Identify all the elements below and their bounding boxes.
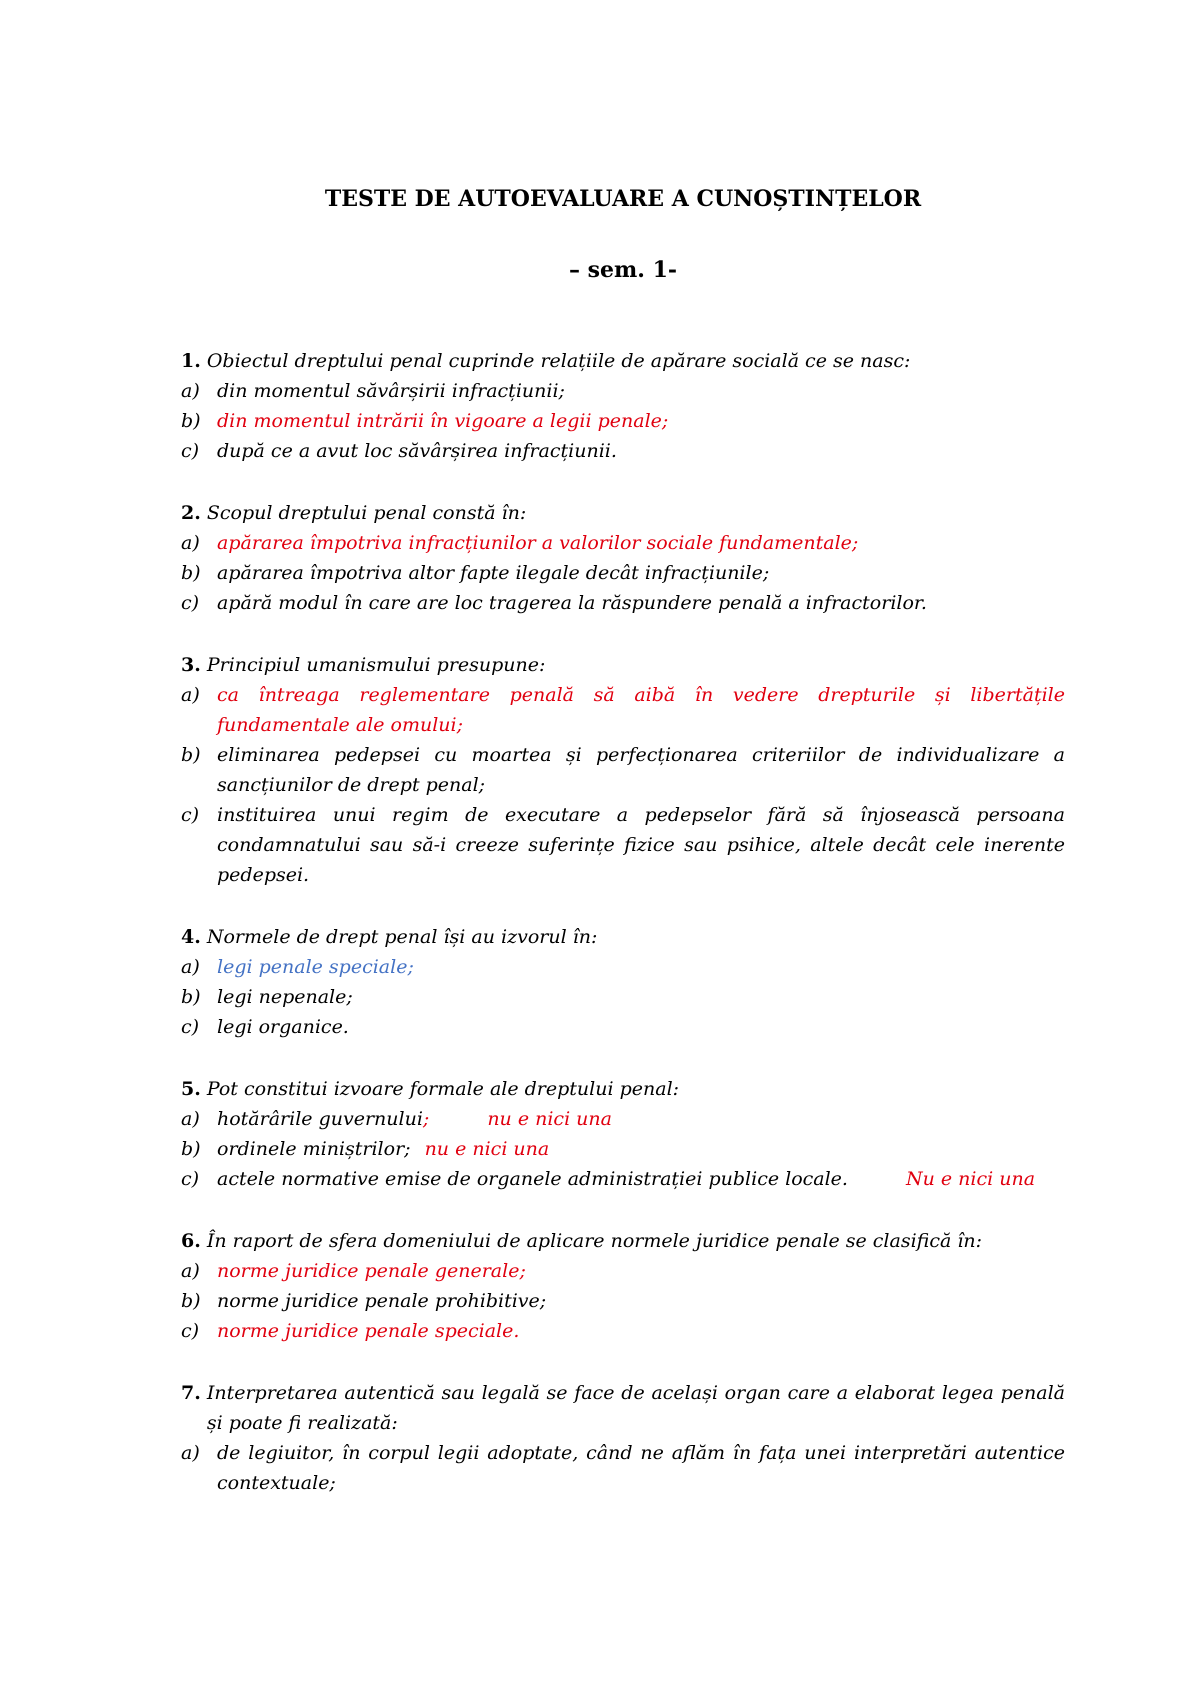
- answer-note: nu e nici una: [487, 1108, 612, 1130]
- question-4: [181, 922, 1065, 1042]
- question-number: 4.: [181, 926, 201, 948]
- question-number: 1.: [181, 350, 201, 372]
- option-c: [181, 1164, 1065, 1194]
- option-text: [217, 1164, 1065, 1194]
- option-letter: a): [181, 380, 200, 402]
- answer-note: nu e nici una: [424, 1138, 550, 1160]
- option-text-main: ordinele miniștrilor;: [217, 1138, 411, 1160]
- question-1-prompt: [181, 346, 1065, 376]
- option-letter: a): [181, 1442, 200, 1464]
- option-text-highlighted: legi penale speciale;: [217, 956, 414, 978]
- option-b: [181, 558, 1065, 588]
- question-5-prompt: [181, 1074, 1065, 1104]
- option-letter: a): [181, 1260, 200, 1282]
- option-c: [181, 800, 1065, 890]
- question-text: Scopul dreptului penal constă în:: [206, 502, 527, 524]
- option-text: legi organice.: [217, 1016, 349, 1038]
- option-letter: c): [181, 1320, 200, 1342]
- option-text: legi nepenale;: [217, 986, 353, 1008]
- option-text-highlighted: din momentul intrării în vigoare a legii penale;: [217, 410, 669, 432]
- option-letter: a): [181, 532, 200, 554]
- option-letter: c): [181, 592, 200, 614]
- option-a: [181, 952, 1065, 982]
- question-number: 7.: [181, 1382, 201, 1404]
- option-letter: a): [181, 684, 200, 706]
- option-text: eliminarea pedepsei cu moartea și perfecționarea criteriilor de individualizare a sancțiunilor de drept penal;: [217, 744, 1065, 796]
- option-text-main: hotărârile guvernului: [217, 1108, 423, 1130]
- option-text: apărarea împotriva altor fapte ilegale decât infracțiunile;: [217, 562, 770, 584]
- option-text: după ce a avut loc săvârșirea infracțiunii.: [217, 440, 617, 462]
- option-text: instituirea unui regim de executare a pedepselor fără să înjosească persoana condamnatului sau să-i creeze suferințe fizice sau psihice, altele decât cele inerente pedepsei.: [217, 804, 1065, 886]
- option-b: [181, 982, 1065, 1012]
- option-text: din momentul săvârșirii infracțiunii;: [217, 380, 565, 402]
- question-6: [181, 1226, 1065, 1346]
- question-2: [181, 498, 1065, 618]
- option-text: apără modul în care are loc tragerea la răspundere penală a infractorilor.: [217, 592, 927, 614]
- option-letter: c): [181, 1016, 200, 1038]
- question-number: 3.: [181, 654, 201, 676]
- option-letter: c): [181, 440, 200, 462]
- option-a: [181, 376, 1065, 406]
- option-a: [181, 1256, 1065, 1286]
- question-text: Obiectul dreptului penal cuprinde relațiile de apărare socială ce se nasc:: [206, 350, 911, 372]
- question-text: În raport de sfera domeniului de aplicare normele juridice penale se clasifică în:: [206, 1230, 983, 1252]
- option-letter: b): [181, 1290, 201, 1312]
- question-number: 2.: [181, 502, 201, 524]
- answer-note: Nu e nici una: [905, 1168, 1036, 1190]
- option-b: [181, 1134, 1065, 1164]
- question-7: [181, 1378, 1065, 1498]
- option-b: [181, 740, 1065, 800]
- option-letter: c): [181, 1168, 200, 1190]
- question-3-prompt: [181, 650, 1065, 680]
- option-text-highlighted: apărarea împotriva infracțiunilor a valorilor sociale fundamentale;: [217, 532, 859, 554]
- option-letter: b): [181, 986, 201, 1008]
- option-text-suffix: ;: [422, 1108, 430, 1130]
- document-subtitle: – sem. 1-: [568, 257, 678, 283]
- question-list: [181, 346, 1065, 1530]
- question-number: 6.: [181, 1230, 201, 1252]
- option-b: [181, 406, 1065, 436]
- option-letter: a): [181, 956, 200, 978]
- option-a: [181, 680, 1065, 740]
- option-text-highlighted: ca întreaga reglementare penală să aibă în vedere drepturile și libertățile fundamentale ale omului;: [217, 684, 1065, 736]
- option-letter: a): [181, 1108, 200, 1130]
- option-c: [181, 1012, 1065, 1042]
- question-number: 5.: [181, 1078, 201, 1100]
- question-7-prompt: [181, 1378, 1065, 1438]
- question-text: Principiul umanismului presupune:: [206, 654, 546, 676]
- option-letter: b): [181, 744, 201, 766]
- option-a: [181, 1104, 1065, 1134]
- option-letter: b): [181, 562, 201, 584]
- question-3: [181, 650, 1065, 890]
- option-b: [181, 1286, 1065, 1316]
- option-text: [217, 1134, 1065, 1164]
- question-1: [181, 346, 1065, 466]
- question-5: [181, 1074, 1065, 1194]
- option-text: de legiuitor, în corpul legii adoptate, când ne aflăm în fața unei interpretări autentice contextuale;: [217, 1442, 1065, 1494]
- option-c: [181, 588, 1065, 618]
- option-letter: b): [181, 410, 201, 432]
- option-c: [181, 436, 1065, 466]
- question-4-prompt: [181, 922, 1065, 952]
- option-letter: b): [181, 1138, 201, 1160]
- option-text-main: actele normative emise de organele administrației publice locale.: [217, 1168, 848, 1190]
- option-text-highlighted: norme juridice penale generale;: [217, 1260, 526, 1282]
- option-text-highlighted: norme juridice penale speciale.: [217, 1320, 520, 1342]
- option-a: [181, 1438, 1065, 1498]
- option-text: norme juridice penale prohibitive;: [217, 1290, 547, 1312]
- question-text: Normele de drept penal își au izvorul în:: [206, 926, 598, 948]
- question-2-prompt: [181, 498, 1065, 528]
- question-text: Pot constitui izvoare formale ale dreptului penal:: [206, 1078, 680, 1100]
- option-text: [217, 1104, 1065, 1134]
- option-c: [181, 1316, 1065, 1346]
- option-letter: c): [181, 804, 200, 826]
- option-a: [181, 528, 1065, 558]
- question-text: Interpretarea autentică sau legală se face de același organ care a elaborat legea penală și poate fi realizată:: [206, 1382, 1065, 1434]
- question-6-prompt: [181, 1226, 1065, 1256]
- document-title: TESTE DE AUTOEVALUARE A CUNOȘTINȚELOR: [324, 186, 922, 212]
